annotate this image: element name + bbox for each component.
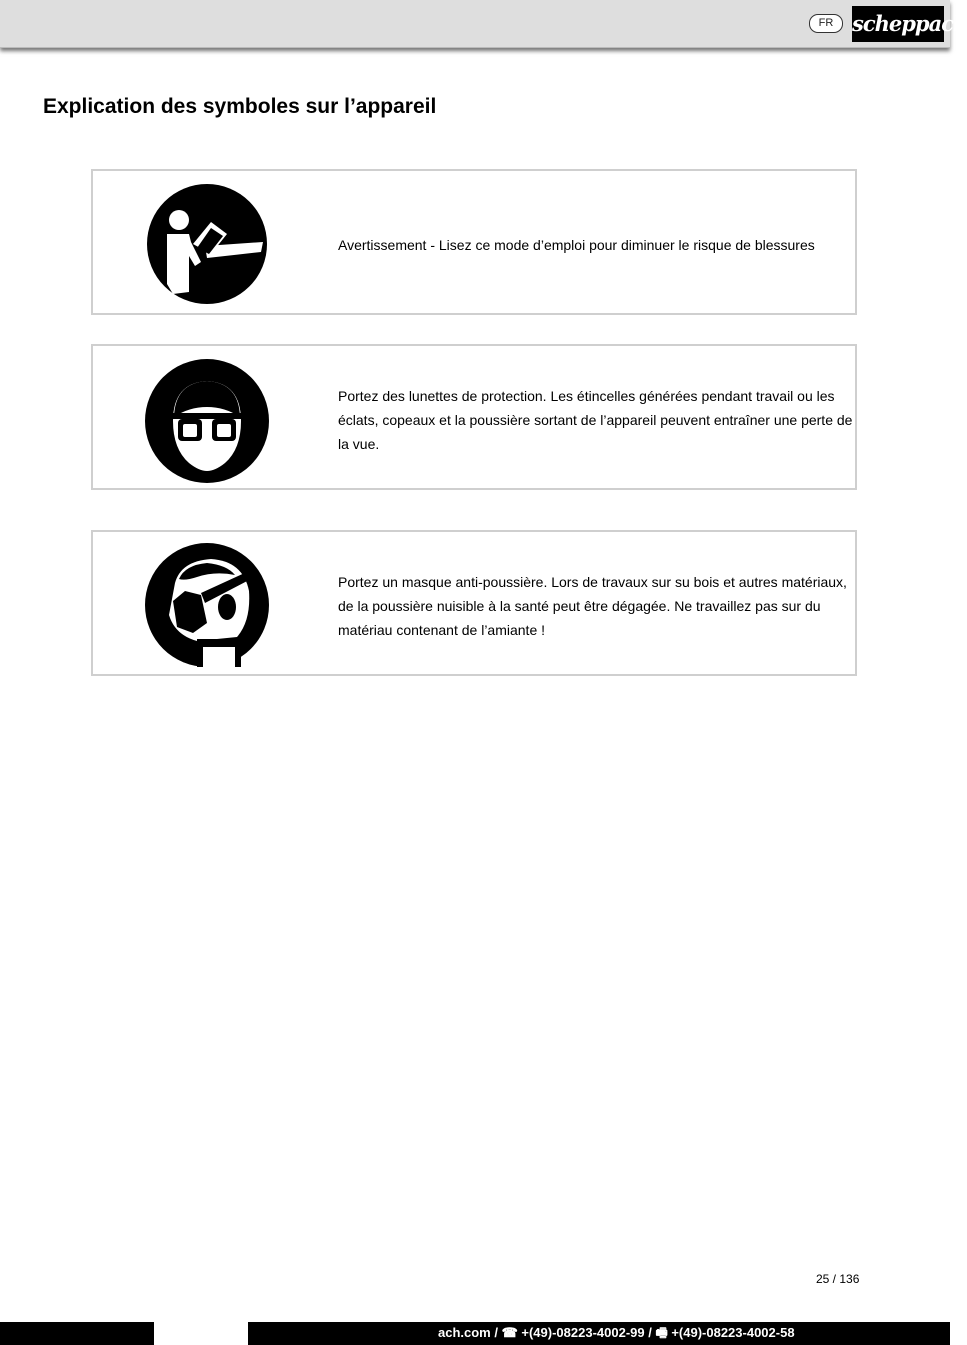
symbol-box-read-manual xyxy=(91,169,857,315)
page-title: Explication des symboles sur l’appareil xyxy=(43,95,437,118)
footer-contact: ach.com / ☎ +(49)-08223-4002-99 / 🖷 +(49)-08223-4002-58 xyxy=(438,1325,795,1340)
dust-mask-icon xyxy=(145,543,269,667)
read-manual-icon xyxy=(145,182,269,306)
symbol-text: Portez des lunettes de protection. Les étincelles générées pendant travail ou les éclats, copeaux et la poussière sortant de l’appareil peuvent entraîner une perte de la vue. xyxy=(338,388,853,452)
language-badge: FR xyxy=(809,14,843,33)
symbol-text: Portez un masque anti-poussière. Lors de travaux sur su bois et autres matériaux, de la poussière nuisible à la santé peut être dégagée. Ne travaillez pas sur du matériau contenant de l’amiante ! xyxy=(338,574,847,638)
symbol-text: Avertissement - Lisez ce mode d’emploi pour diminuer le risque de blessures xyxy=(338,237,815,253)
symbol-box-dust-mask xyxy=(91,530,857,676)
symbol-box-goggles xyxy=(91,344,857,490)
header-bar xyxy=(0,0,967,48)
safety-goggles-icon xyxy=(145,357,269,481)
brand-logo: scheppach xyxy=(852,6,944,42)
footer-gap xyxy=(154,1322,248,1345)
page-number: 25 / 136 xyxy=(816,1272,860,1286)
footer-bar xyxy=(0,1322,950,1345)
